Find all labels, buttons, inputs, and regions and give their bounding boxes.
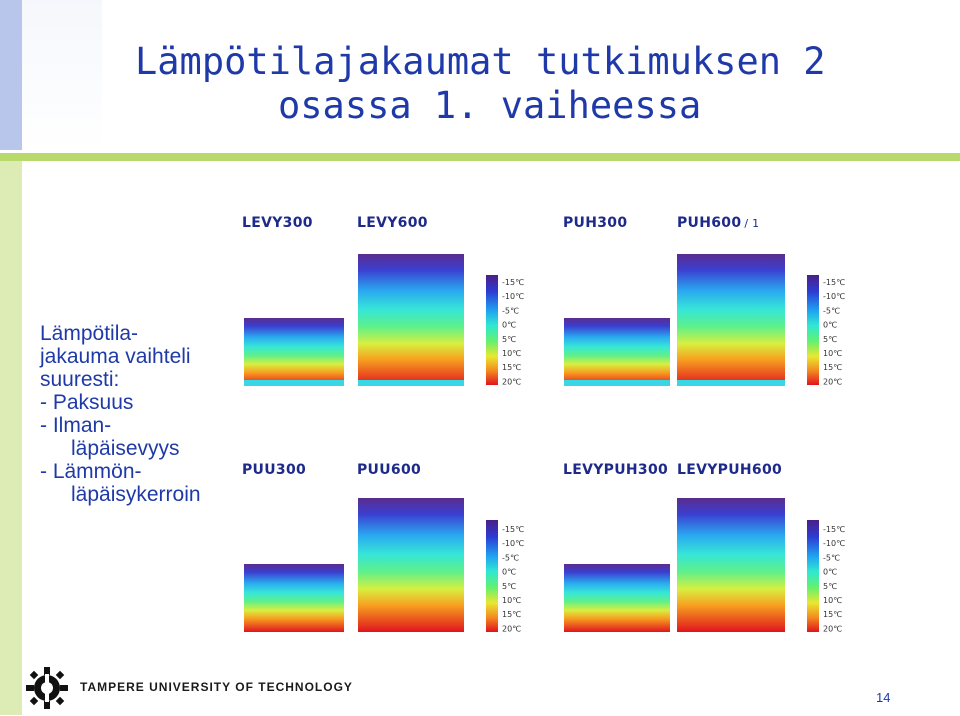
colorbar-tick-label: 20℃ [502,377,522,387]
colorbar-tick-label: -10℃ [823,292,846,302]
colorbar-tick-label: 15℃ [823,610,843,620]
figure-label-puu300: PUU300 [242,462,307,478]
figure-label-puh300: PUH300 [563,215,628,231]
colorbar-tick-label: -5℃ [823,306,840,316]
colorbar-tick-label: -10℃ [502,292,525,302]
figure-label-puh600-text: PUH600 [677,215,742,231]
panel-levypuh300 [564,564,670,632]
figure-group-top [244,254,819,386]
panel-base-strip [677,380,785,386]
colorbar-tick-label: -15℃ [823,525,846,534]
panel-levypuh600 [677,498,785,632]
body-line: Lämpötila- [40,322,139,345]
panel-puh300 [564,318,670,386]
figure-label-levy300: LEVY300 [242,215,313,231]
panel-levy300 [244,318,344,386]
colorbar-tick-label: 5℃ [823,581,838,591]
colorbar-tick-label: 20℃ [823,377,843,387]
colorbar-tick-label: -15℃ [823,278,846,287]
colorbar-tick-label: -10℃ [502,539,525,549]
bullet-item-continuation: läpäisykerroin [71,483,201,506]
colorbar-top-right [807,275,819,385]
colorbar-tick-label: -15℃ [502,278,525,287]
figure-label-levypuh300: LEVYPUH300 [563,462,669,478]
colorbar-tick-label: 20℃ [823,624,843,634]
colorbar-tick-label: 0℃ [502,320,517,330]
colorbar-tick-label: 15℃ [502,363,522,373]
colorbar-tick-label: -10℃ [823,539,846,549]
figure-label-puh600-suffix: / 1 [744,217,760,230]
colorbar-tick-label: -5℃ [502,553,519,563]
panel-base-strip [564,380,670,386]
colorbar-tick-label: 15℃ [502,610,522,620]
bullet-item: - Paksuus [40,391,134,414]
slide-number: 14 [876,690,891,705]
panel-puh600 [677,254,785,386]
body-line: jakauma vaihteli [40,345,191,368]
panel-base-strip [244,380,344,386]
colorbar-bottom-left [486,520,498,632]
figure-label-puu600: PUU600 [357,462,422,478]
colorbar-bottom-right [807,520,819,632]
panel-puu300 [244,564,344,632]
colorbar-tick-label: 15℃ [823,363,843,373]
title-line-2: osassa 1. vaiheessa [278,84,702,127]
colorbar-tick-label: 5℃ [823,334,838,344]
colorbar-tick-label: 20℃ [502,624,522,634]
bullet-item: - Lämmön- [40,460,142,483]
colorbar-tick-label: -5℃ [823,553,840,563]
colorbar-tick-label: 0℃ [502,567,517,577]
figure-group-bottom [244,498,819,632]
colorbar-tick-label: 5℃ [502,334,517,344]
bullet-item: - Ilman- [40,414,112,437]
colorbar-tick-label: 5℃ [502,581,517,591]
panel-base-strip [358,380,464,386]
bullet-item-continuation: läpäisevyys [71,437,180,460]
panel-levy600 [358,254,464,386]
colorbar-tick-labels [502,278,845,633]
title-line-1: Lämpötilajakaumat tutkimuksen 2 [135,40,826,83]
panel-puu600 [358,498,464,632]
colorbar-top-left [486,275,498,385]
colorbar-tick-label: 0℃ [823,567,838,577]
colorbar-tick-label: -5℃ [502,306,519,316]
figure-label-levy600: LEVY600 [357,215,428,231]
body-line: suuresti: [40,368,120,391]
colorbar-tick-label: 10℃ [502,349,522,358]
colorbar-tick-label: 0℃ [823,320,838,330]
footer-organization: TAMPERE UNIVERSITY OF TECHNOLOGY [80,680,353,694]
colorbar-tick-label: -15℃ [502,525,525,534]
figure-label-levypuh600: LEVYPUH600 [677,462,783,478]
university-logo-icon [22,664,82,714]
colorbar-tick-label: 10℃ [502,596,522,605]
colorbar-tick-label: 10℃ [823,349,843,358]
colorbar-tick-label: 10℃ [823,596,843,605]
